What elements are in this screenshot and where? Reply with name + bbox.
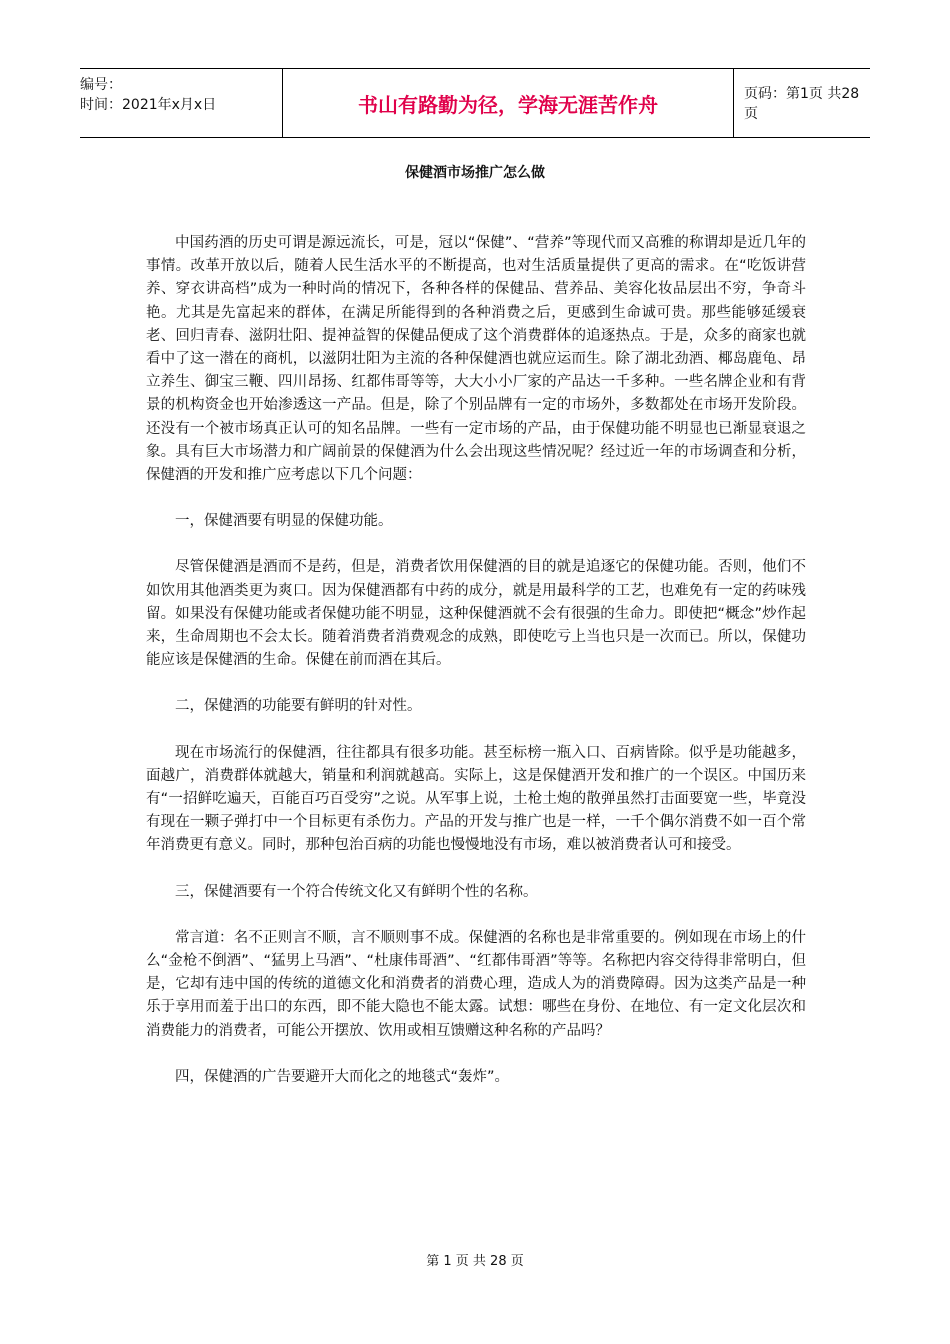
section-paragraph-1: 尽管保健酒是酒而不是药，但是，消费者饮用保健酒的目的就是追逐它的保健功能。否则，他们不如饮用其他酒类更为爽口。因为保健酒都有中药的成分，就是用最科学的工艺，也难免有一定的药味残留。如果没有保健功能或者保健功能不明显，这种保健酒就不会有很强的生命力。即使把“概念”炒作起来，生命周期也不会太长。随着消费者消费观念的成熟，即使吃亏上当也只是一次而已。所以，保健功能应该是保健酒的生命。保健在前而酒在其后。 <box>146 559 806 669</box>
header-motto: 书山有路勤为径，学海无涯苦作舟 <box>282 69 734 137</box>
page-footer: 第 1 页 共 28 页 <box>426 1254 524 1269</box>
section-paragraph-3: 常言道：名不正则言不顺，言不顺则事不成。保健酒的名称也是非常重要的。例如现在市场上的什么“金枪不倒酒”、“猛男上马酒”、“杜康伟哥酒”、“红都伟哥酒”等等。名称把内容交待得非常明白，但是，它却有违中国的传统的道德文化和消费者的消费心理，造成人为的消费障碍。因为这类产品是一种乐于享用而羞于出口的东西，即不能大隐也不能太露。试想：哪些在身份、在地位、有一定文化层次和消费能力的消费者，可能公开摆放、饮用或相互馈赠这种名称的产品吗？ <box>146 929 806 1039</box>
document-title: 保健酒市场推广怎么做 <box>405 165 545 181</box>
section-heading-1: 一，保健酒要有明显的保健功能。 <box>175 513 393 530</box>
document-body <box>146 232 806 1112</box>
document-number-label: 编号： <box>80 77 122 93</box>
section-paragraph-2: 现在市场流行的保健酒，往往都具有很多功能。甚至标榜一瓶入口、百病皆除。似乎是功能越多，面越广，消费群体就越大，销量和利润就越高。实际上，这是保健酒开发和推广的一个误区。中国历来有“一招鲜吃遍天，百能百巧百受穷”之说。从军事上说，土枪土炮的散弹虽然打击面要宽一些，毕竟没有现在一颗子弹打中一个目标更有杀伤力。产品的开发与推广也是一样，一千个偶尔消费不如一百个常年消费更有意义。同时，那种包治百病的功能也慢慢地没有市场，难以被消费者认可和接受。 <box>146 744 806 854</box>
section-heading-4: 四，保健酒的广告要避开大而化之的地毯式“轰炸”。 <box>175 1068 510 1085</box>
intro-paragraph: 中国药酒的历史可谓是源远流长，可是，冠以“保健”、“营养”等现代而又高雅的称谓却是近几年的事情。改革开放以后，随着人民生活水平的不断提高，也对生活质量提供了更高的需求。在“吃饭讲营养、穿衣讲高档”成为一种时尚的情况下，各种各样的保健品、营养品、美容化妆品层出不穷，争奇斗艳。尤其是先富起来的群体，在满足所能得到的各种消费之后，更感到生命诚可贵。那些能够延缓衰老、回归青春、滋阴壮阳、提神益智的保健品便成了这个消费群体的追逐热点。于是，众多的商家也就看中了这一潜在的商机，以滋阴壮阳为主流的各种保健酒也就应运而生。除了湖北劲酒、椰岛鹿龟、昂立养生、御宝三鞭、四川昂扬、红都伟哥等等，大大小小厂家的产品达一千多种。一些名牌企业和有背景的机构资金也开始渗透这一产品。但是，除了个别品牌有一定的市场外，多数都处在市场开发阶段。还没有一个被市场真正认可的知名品牌。一些有一定市场的产品，由于保健功能不明显也已渐显衰退之象。具有巨大市场潜力和广阔前景的保健酒为什么会出现这些情况呢？经过近一年的市场调查和分析，保健酒的开发和推广应考虑以下几个问题： <box>146 235 806 484</box>
header-meta <box>80 69 282 137</box>
page-header <box>80 68 870 138</box>
section-heading-3: 三，保健酒要有一个符合传统文化又有鲜明个性的名称。 <box>175 883 538 900</box>
document-time-label: 时间：2021年x月x日 <box>80 97 217 113</box>
section-heading-2: 二，保健酒的功能要有鲜明的针对性。 <box>175 698 422 715</box>
header-page-info: 页码：第1页 共28页 <box>744 86 860 122</box>
